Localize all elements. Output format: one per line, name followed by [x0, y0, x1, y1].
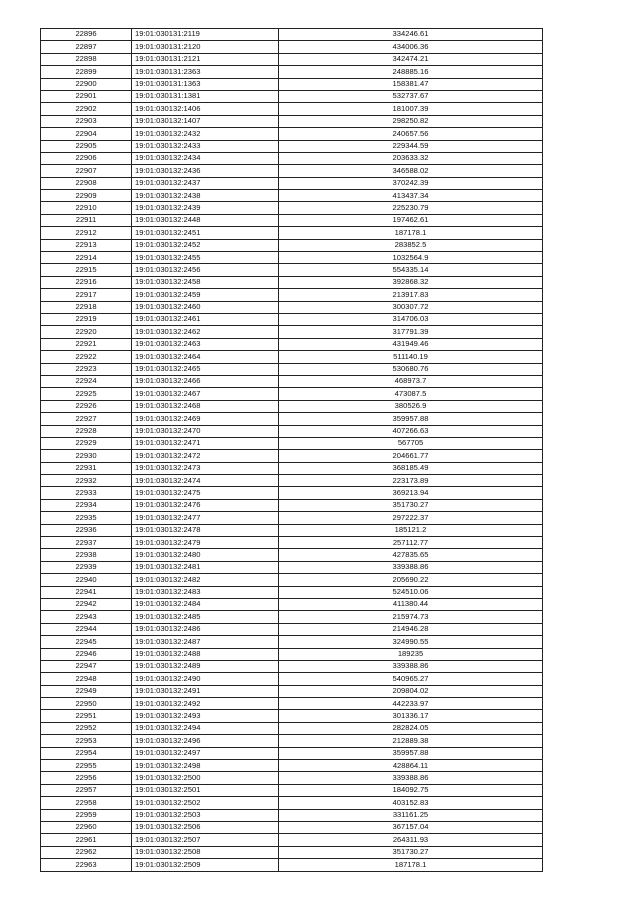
cadastral-value-cell: 407266.63: [279, 425, 543, 437]
row-number-cell: 22930: [41, 450, 132, 462]
cadastral-number-cell: 19:01:030132:2496: [132, 735, 279, 747]
cadastral-number-cell: 19:01:030132:2465: [132, 363, 279, 375]
table-row: [41, 338, 543, 350]
row-number-cell: 22937: [41, 537, 132, 549]
table-row: [41, 115, 543, 127]
cadastral-value-cell: 203633.32: [279, 152, 543, 164]
row-number-cell: 22948: [41, 673, 132, 685]
row-number-cell: 22931: [41, 462, 132, 474]
cadastral-value-cell: 524510.06: [279, 586, 543, 598]
cadastral-value-cell: 380526.9: [279, 400, 543, 412]
cadastral-number-cell: 19:01:030132:2489: [132, 660, 279, 672]
cadastral-value-cell: 442233.97: [279, 698, 543, 710]
table-row: [41, 636, 543, 648]
cadastral-number-cell: 19:01:030132:2452: [132, 239, 279, 251]
table-row: [41, 140, 543, 152]
row-number-cell: 22897: [41, 41, 132, 53]
cadastral-number-cell: 19:01:030132:2506: [132, 822, 279, 834]
row-number-cell: 22921: [41, 338, 132, 350]
row-number-cell: 22942: [41, 598, 132, 610]
table-row: [41, 834, 543, 846]
cadastral-number-cell: 19:01:030132:2484: [132, 598, 279, 610]
cadastral-number-cell: 19:01:030132:2472: [132, 450, 279, 462]
row-number-cell: 22898: [41, 53, 132, 65]
table-row: [41, 375, 543, 387]
cadastral-number-cell: 19:01:030132:2476: [132, 499, 279, 511]
row-number-cell: 22913: [41, 239, 132, 251]
row-number-cell: 22906: [41, 152, 132, 164]
row-number-cell: 22922: [41, 351, 132, 363]
cadastral-value-cell: 567705: [279, 437, 543, 449]
table-row: [41, 685, 543, 697]
document-page: [40, 28, 543, 872]
table-row: [41, 698, 543, 710]
row-number-cell: 22916: [41, 276, 132, 288]
row-number-cell: 22929: [41, 437, 132, 449]
table-row: [41, 586, 543, 598]
row-number-cell: 22902: [41, 103, 132, 115]
table-row: [41, 611, 543, 623]
cadastral-value-cell: 298250.82: [279, 115, 543, 127]
table-row: [41, 103, 543, 115]
cadastral-number-cell: 19:01:030132:2469: [132, 413, 279, 425]
table-row: [41, 648, 543, 660]
table-row: [41, 165, 543, 177]
table-row: [41, 252, 543, 264]
cadastral-number-cell: 19:01:030131:2121: [132, 53, 279, 65]
cadastral-number-cell: 19:01:030132:2507: [132, 834, 279, 846]
row-number-cell: 22951: [41, 710, 132, 722]
cadastral-value-cell: 205690.22: [279, 574, 543, 586]
cadastral-value-cell: 181007.39: [279, 103, 543, 115]
cadastral-number-cell: 19:01:030132:1406: [132, 103, 279, 115]
row-number-cell: 22927: [41, 413, 132, 425]
cadastral-value-cell: 1032564.9: [279, 252, 543, 264]
cadastral-value-cell: 223173.89: [279, 475, 543, 487]
row-number-cell: 22923: [41, 363, 132, 375]
row-number-cell: 22899: [41, 66, 132, 78]
cadastral-number-cell: 19:01:030132:2485: [132, 611, 279, 623]
table-row: [41, 425, 543, 437]
cadastral-value-cell: 370242.39: [279, 177, 543, 189]
cadastral-value-table: [40, 28, 543, 872]
cadastral-number-cell: 19:01:030132:2458: [132, 276, 279, 288]
cadastral-value-cell: 189235: [279, 648, 543, 660]
cadastral-value-cell: 197462.61: [279, 214, 543, 226]
table-row: [41, 227, 543, 239]
table-row: [41, 809, 543, 821]
table-row: [41, 772, 543, 784]
cadastral-number-cell: 19:01:030132:2494: [132, 722, 279, 734]
row-number-cell: 22960: [41, 822, 132, 834]
cadastral-value-cell: 368185.49: [279, 462, 543, 474]
cadastral-number-cell: 19:01:030132:2491: [132, 685, 279, 697]
cadastral-value-cell: 283852.5: [279, 239, 543, 251]
cadastral-value-cell: 339388.86: [279, 561, 543, 573]
cadastral-number-cell: 19:01:030132:2470: [132, 425, 279, 437]
table-row: [41, 214, 543, 226]
table-row: [41, 512, 543, 524]
row-number-cell: 22956: [41, 772, 132, 784]
table-row: [41, 475, 543, 487]
cadastral-value-cell: 334246.61: [279, 29, 543, 41]
cadastral-value-cell: 209804.02: [279, 685, 543, 697]
row-number-cell: 22919: [41, 313, 132, 325]
cadastral-number-cell: 19:01:030132:2474: [132, 475, 279, 487]
table-row: [41, 859, 543, 871]
row-number-cell: 22954: [41, 747, 132, 759]
row-number-cell: 22945: [41, 636, 132, 648]
cadastral-value-cell: 427835.65: [279, 549, 543, 561]
table-row: [41, 78, 543, 90]
row-number-cell: 22932: [41, 475, 132, 487]
cadastral-value-cell: 434006.36: [279, 41, 543, 53]
table-row: [41, 722, 543, 734]
row-number-cell: 22900: [41, 78, 132, 90]
row-number-cell: 22943: [41, 611, 132, 623]
cadastral-value-cell: 187178.1: [279, 227, 543, 239]
row-number-cell: 22944: [41, 623, 132, 635]
cadastral-value-cell: 339388.86: [279, 772, 543, 784]
cadastral-number-cell: 19:01:030131:2363: [132, 66, 279, 78]
cadastral-value-cell: 351730.27: [279, 846, 543, 858]
cadastral-value-cell: 212889.38: [279, 735, 543, 747]
table-row: [41, 735, 543, 747]
row-number-cell: 22961: [41, 834, 132, 846]
table-row: [41, 784, 543, 796]
cadastral-number-cell: 19:01:030132:2467: [132, 388, 279, 400]
table-row: [41, 41, 543, 53]
cadastral-value-cell: 314706.03: [279, 313, 543, 325]
table-row: [41, 128, 543, 140]
cadastral-value-cell: 530680.76: [279, 363, 543, 375]
cadastral-value-cell: 342474.21: [279, 53, 543, 65]
row-number-cell: 22918: [41, 301, 132, 313]
cadastral-number-cell: 19:01:030131:1381: [132, 90, 279, 102]
table-row: [41, 574, 543, 586]
cadastral-number-cell: 19:01:030132:2468: [132, 400, 279, 412]
table-row: [41, 351, 543, 363]
cadastral-number-cell: 19:01:030132:2487: [132, 636, 279, 648]
cadastral-value-cell: 215974.73: [279, 611, 543, 623]
cadastral-number-cell: 19:01:030132:2480: [132, 549, 279, 561]
cadastral-number-cell: 19:01:030132:2473: [132, 462, 279, 474]
table-row: [41, 177, 543, 189]
cadastral-number-cell: 19:01:030132:2466: [132, 375, 279, 387]
cadastral-number-cell: 19:01:030132:2502: [132, 797, 279, 809]
table-row: [41, 537, 543, 549]
cadastral-number-cell: 19:01:030132:2437: [132, 177, 279, 189]
cadastral-number-cell: 19:01:030132:2436: [132, 165, 279, 177]
cadastral-value-cell: 187178.1: [279, 859, 543, 871]
table-row: [41, 450, 543, 462]
cadastral-value-cell: 301336.17: [279, 710, 543, 722]
row-number-cell: 22908: [41, 177, 132, 189]
row-number-cell: 22910: [41, 202, 132, 214]
table-row: [41, 462, 543, 474]
table-row: [41, 264, 543, 276]
row-number-cell: 22905: [41, 140, 132, 152]
table-row: [41, 29, 543, 41]
table-row: [41, 363, 543, 375]
cadastral-number-cell: 19:01:030132:2475: [132, 487, 279, 499]
row-number-cell: 22917: [41, 289, 132, 301]
cadastral-value-cell: 403152.83: [279, 797, 543, 809]
cadastral-value-cell: 411380.44: [279, 598, 543, 610]
row-number-cell: 22904: [41, 128, 132, 140]
cadastral-value-cell: 282824.05: [279, 722, 543, 734]
cadastral-value-cell: 204661.77: [279, 450, 543, 462]
cadastral-number-cell: 19:01:030132:2432: [132, 128, 279, 140]
cadastral-value-cell: 248885.16: [279, 66, 543, 78]
cadastral-value-cell: 324990.55: [279, 636, 543, 648]
cadastral-number-cell: 19:01:030132:2490: [132, 673, 279, 685]
row-number-cell: 22959: [41, 809, 132, 821]
table-row: [41, 437, 543, 449]
row-number-cell: 22896: [41, 29, 132, 41]
cadastral-value-cell: 185121.2: [279, 524, 543, 536]
table-row: [41, 388, 543, 400]
row-number-cell: 22941: [41, 586, 132, 598]
table-row: [41, 623, 543, 635]
table-row: [41, 598, 543, 610]
row-number-cell: 22934: [41, 499, 132, 511]
cadastral-number-cell: 19:01:030131:1363: [132, 78, 279, 90]
cadastral-number-cell: 19:01:030132:2509: [132, 859, 279, 871]
row-number-cell: 22928: [41, 425, 132, 437]
cadastral-value-cell: 554335.14: [279, 264, 543, 276]
row-number-cell: 22955: [41, 760, 132, 772]
cadastral-value-cell: 346588.02: [279, 165, 543, 177]
cadastral-value-cell: 428864.11: [279, 760, 543, 772]
row-number-cell: 22925: [41, 388, 132, 400]
cadastral-number-cell: 19:01:030131:2120: [132, 41, 279, 53]
table-row: [41, 846, 543, 858]
row-number-cell: 22920: [41, 326, 132, 338]
cadastral-value-cell: 264311.93: [279, 834, 543, 846]
row-number-cell: 22901: [41, 90, 132, 102]
cadastral-number-cell: 19:01:030132:2455: [132, 252, 279, 264]
cadastral-number-cell: 19:01:030132:2434: [132, 152, 279, 164]
table-row: [41, 289, 543, 301]
cadastral-number-cell: 19:01:030132:2448: [132, 214, 279, 226]
cadastral-value-cell: 229344.59: [279, 140, 543, 152]
cadastral-value-cell: 359957.88: [279, 413, 543, 425]
row-number-cell: 22903: [41, 115, 132, 127]
cadastral-value-cell: 184092.75: [279, 784, 543, 796]
cadastral-number-cell: 19:01:030132:2462: [132, 326, 279, 338]
table-row: [41, 673, 543, 685]
row-number-cell: 22950: [41, 698, 132, 710]
row-number-cell: 22962: [41, 846, 132, 858]
cadastral-number-cell: 19:01:030132:2438: [132, 190, 279, 202]
table-row: [41, 660, 543, 672]
table-row: [41, 797, 543, 809]
table-row: [41, 313, 543, 325]
table-row: [41, 710, 543, 722]
table-row: [41, 499, 543, 511]
cadastral-value-cell: 473087.5: [279, 388, 543, 400]
cadastral-value-cell: 225230.79: [279, 202, 543, 214]
row-number-cell: 22958: [41, 797, 132, 809]
table-row: [41, 561, 543, 573]
cadastral-number-cell: 19:01:030132:2488: [132, 648, 279, 660]
table-row: [41, 413, 543, 425]
cadastral-number-cell: 19:01:030132:2477: [132, 512, 279, 524]
row-number-cell: 22924: [41, 375, 132, 387]
row-number-cell: 22936: [41, 524, 132, 536]
cadastral-value-cell: 367157.04: [279, 822, 543, 834]
cadastral-number-cell: 19:01:030132:2497: [132, 747, 279, 759]
table-row: [41, 202, 543, 214]
row-number-cell: 22949: [41, 685, 132, 697]
row-number-cell: 22939: [41, 561, 132, 573]
cadastral-number-cell: 19:01:030132:2492: [132, 698, 279, 710]
cadastral-number-cell: 19:01:030132:2439: [132, 202, 279, 214]
cadastral-value-cell: 339388.86: [279, 660, 543, 672]
cadastral-value-cell: 359957.88: [279, 747, 543, 759]
cadastral-value-cell: 300307.72: [279, 301, 543, 313]
cadastral-value-cell: 317791.39: [279, 326, 543, 338]
cadastral-number-cell: 19:01:030132:2478: [132, 524, 279, 536]
row-number-cell: 22947: [41, 660, 132, 672]
cadastral-number-cell: 19:01:030132:2433: [132, 140, 279, 152]
cadastral-value-cell: 213917.83: [279, 289, 543, 301]
cadastral-number-cell: 19:01:030132:1407: [132, 115, 279, 127]
cadastral-number-cell: 19:01:030132:2451: [132, 227, 279, 239]
cadastral-number-cell: 19:01:030132:2503: [132, 809, 279, 821]
table-row: [41, 190, 543, 202]
row-number-cell: 22938: [41, 549, 132, 561]
cadastral-number-cell: 19:01:030132:2501: [132, 784, 279, 796]
table-row: [41, 326, 543, 338]
cadastral-number-cell: 19:01:030132:2500: [132, 772, 279, 784]
cadastral-value-cell: 214946.28: [279, 623, 543, 635]
table-row: [41, 239, 543, 251]
table-row: [41, 90, 543, 102]
cadastral-value-cell: 158381.47: [279, 78, 543, 90]
table-row: [41, 152, 543, 164]
cadastral-value-cell: 297222.37: [279, 512, 543, 524]
cadastral-number-cell: 19:01:030132:2464: [132, 351, 279, 363]
row-number-cell: 22935: [41, 512, 132, 524]
cadastral-number-cell: 19:01:030132:2493: [132, 710, 279, 722]
row-number-cell: 22911: [41, 214, 132, 226]
cadastral-value-cell: 511140.19: [279, 351, 543, 363]
cadastral-number-cell: 19:01:030132:2508: [132, 846, 279, 858]
cadastral-value-cell: 431949.46: [279, 338, 543, 350]
cadastral-value-cell: 468973.7: [279, 375, 543, 387]
table-row: [41, 276, 543, 288]
cadastral-value-cell: 331161.25: [279, 809, 543, 821]
cadastral-number-cell: 19:01:030131:2119: [132, 29, 279, 41]
row-number-cell: 22907: [41, 165, 132, 177]
table-row: [41, 760, 543, 772]
cadastral-number-cell: 19:01:030132:2482: [132, 574, 279, 586]
table-row: [41, 487, 543, 499]
cadastral-number-cell: 19:01:030132:2463: [132, 338, 279, 350]
cadastral-value-cell: 369213.94: [279, 487, 543, 499]
table-row: [41, 53, 543, 65]
row-number-cell: 22933: [41, 487, 132, 499]
row-number-cell: 22914: [41, 252, 132, 264]
cadastral-value-cell: 257112.77: [279, 537, 543, 549]
row-number-cell: 22957: [41, 784, 132, 796]
cadastral-number-cell: 19:01:030132:2498: [132, 760, 279, 772]
cadastral-value-cell: 532737.67: [279, 90, 543, 102]
cadastral-value-cell: 240657.56: [279, 128, 543, 140]
row-number-cell: 22940: [41, 574, 132, 586]
cadastral-value-cell: 413437.34: [279, 190, 543, 202]
cadastral-number-cell: 19:01:030132:2461: [132, 313, 279, 325]
row-number-cell: 22915: [41, 264, 132, 276]
cadastral-number-cell: 19:01:030132:2479: [132, 537, 279, 549]
cadastral-number-cell: 19:01:030132:2456: [132, 264, 279, 276]
cadastral-number-cell: 19:01:030132:2471: [132, 437, 279, 449]
cadastral-value-cell: 540965.27: [279, 673, 543, 685]
cadastral-number-cell: 19:01:030132:2483: [132, 586, 279, 598]
row-number-cell: 22926: [41, 400, 132, 412]
cadastral-value-cell: 392868.32: [279, 276, 543, 288]
cadastral-value-cell: 351730.27: [279, 499, 543, 511]
table-row: [41, 549, 543, 561]
row-number-cell: 22946: [41, 648, 132, 660]
cadastral-number-cell: 19:01:030132:2486: [132, 623, 279, 635]
table-row: [41, 524, 543, 536]
row-number-cell: 22912: [41, 227, 132, 239]
table-row: [41, 400, 543, 412]
table-row: [41, 822, 543, 834]
cadastral-number-cell: 19:01:030132:2460: [132, 301, 279, 313]
table-row: [41, 747, 543, 759]
row-number-cell: 22909: [41, 190, 132, 202]
table-row: [41, 301, 543, 313]
table-row: [41, 66, 543, 78]
table-body: [41, 29, 543, 872]
row-number-cell: 22952: [41, 722, 132, 734]
cadastral-number-cell: 19:01:030132:2459: [132, 289, 279, 301]
row-number-cell: 22963: [41, 859, 132, 871]
cadastral-number-cell: 19:01:030132:2481: [132, 561, 279, 573]
row-number-cell: 22953: [41, 735, 132, 747]
